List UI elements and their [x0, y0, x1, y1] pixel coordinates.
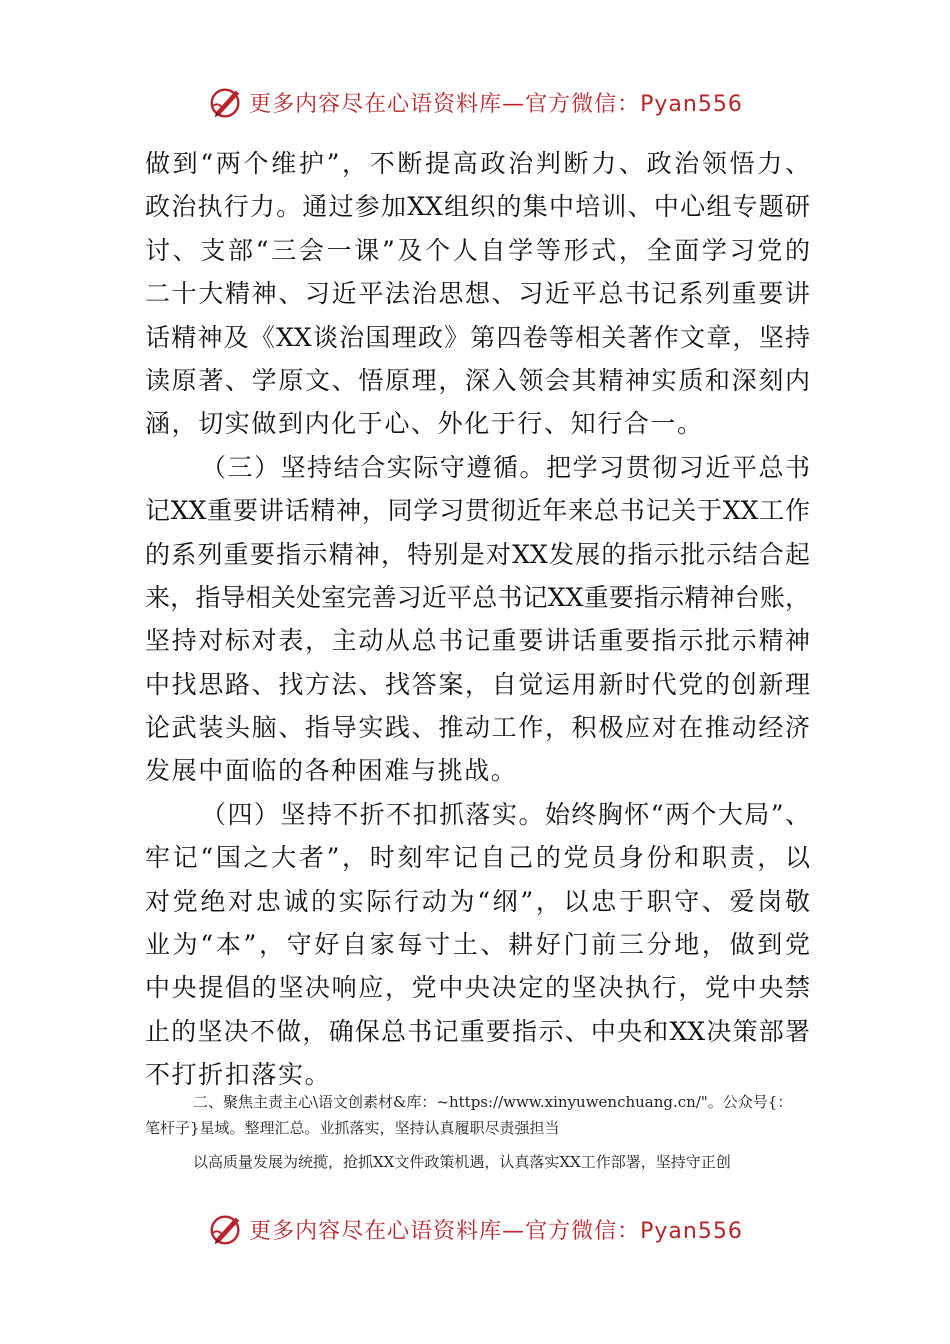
- body-line: 做到“两个维护”，不断提高政治判断力、政治领悟力、: [145, 149, 810, 178]
- body-line: 讨、支部“三会一课”及个人自学等形式，全面学习党的: [145, 235, 810, 265]
- body-line: 记XX重要讲话精神，同学习贯彻近年来总书记关于XX工作: [145, 496, 810, 526]
- body-line: 政治执行力。通过参加XX组织的集中培训、中心组专题研: [145, 192, 810, 222]
- body-line: 话精神及《XX谈治国理政》第四卷等相关著作文章，坚持: [145, 322, 810, 352]
- body-line: 读原著、学原文、悟原理，深入领会其精神实质和深刻内: [145, 365, 810, 395]
- section-heading-line: （三）坚持结合实际守遵循。把学习贯彻习近平总书: [201, 452, 810, 482]
- body-line: 二十大精神、习近平法治思想、习近平总书记系列重要讲: [145, 279, 810, 309]
- body-line: 对党绝对忠诚的实际行动为“纲”，以忠于职守、爱岗敬: [145, 886, 810, 916]
- pen-logo-icon: [207, 1210, 245, 1248]
- body-line: 中央提倡的坚决响应，党中央决定的坚决执行，党中央禁: [145, 973, 810, 1003]
- watermark-text: 更多内容尽在心语资料库—官方微信：Pyan556: [249, 1218, 743, 1244]
- body-line: 论武装头脑、指导实践、推动工作，积极应对在推动经济: [145, 713, 810, 743]
- small-text-line: 二、聚焦主责主心\语文创素材&库：~https://www.xinyuwenchuang.cn/"。公众号{：: [193, 1093, 793, 1111]
- body-line: 牢记“国之大者”，时刻牢记自己的党员身份和职责，以: [145, 843, 810, 873]
- document-body: [145, 142, 810, 1097]
- watermark-banner-bottom: [0, 1207, 950, 1251]
- watermark-text: 更多内容尽在心语资料库—官方微信：Pyan556: [249, 91, 743, 117]
- body-line: 发展中面临的各种困难与挑战。: [145, 756, 518, 786]
- section-heading-line: （四）坚持不折不扣抓落实。始终胸怀“两个大局”、: [201, 799, 810, 829]
- body-line: 止的坚决不做，确保总书记重要指示、中央和XX决策部署: [145, 1016, 810, 1046]
- watermark-banner-top: [0, 80, 950, 124]
- body-line: 业为“本”，守好自家每寸土、耕好门前三分地，做到党: [145, 930, 810, 960]
- body-line: 坚持对标对表，主动从总书记重要讲话重要指示批示精神: [145, 626, 810, 656]
- pen-logo-icon: [207, 83, 245, 121]
- small-text-line: 笔杆子}星域。整理汇总。业抓落实，坚持认真履职尽责强担当: [145, 1119, 560, 1137]
- small-text-line: 以高质量发展为统揽，抢抓XX文件政策机遇，认真落实XX工作部署，坚持守正创: [193, 1153, 731, 1171]
- body-line: 不打折扣落实。: [145, 1060, 332, 1090]
- body-line: 中找思路、找方法、找答案，自觉运用新时代党的创新理: [145, 669, 810, 699]
- body-line: 涵，切实做到内化于心、外化于行、知行合一。: [145, 409, 704, 439]
- body-line: 的系列重要指示精神，特别是对XX发展的指示批示结合起: [145, 539, 810, 569]
- body-line: 来，指导相关处室完善习近平总书记XX重要指示精神台账，: [145, 582, 810, 612]
